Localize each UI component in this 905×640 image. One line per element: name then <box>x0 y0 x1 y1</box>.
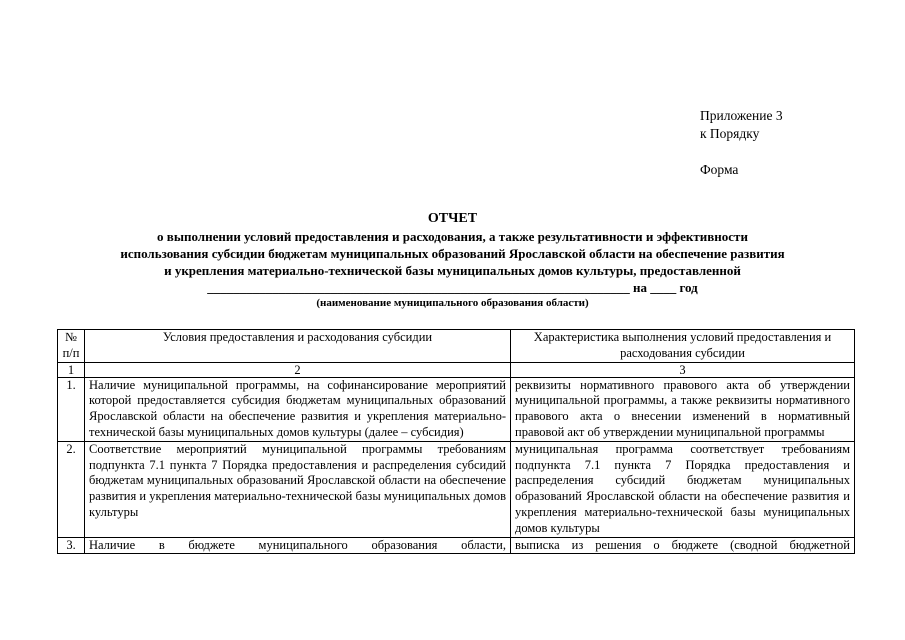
index-cell-3: 3 <box>511 362 855 377</box>
table-row <box>58 441 855 537</box>
form-label: Форма <box>700 162 739 177</box>
report-title-line-1: о выполнении условий предоставления и расходования, а также результативности и эффективности <box>157 229 748 244</box>
table-header-row <box>58 330 855 363</box>
municipality-name-caption: (наименование муниципального образования области) <box>316 297 589 309</box>
report-heading: ОТЧЕТ <box>427 211 478 226</box>
report-title-block <box>40 210 865 310</box>
row-condition: Наличие в бюджете муниципального образования области, <box>89 537 506 552</box>
table-index-row <box>58 362 855 377</box>
row-characteristic: выписка из решения о бюджете (сводной бюджетной <box>515 537 850 552</box>
row-condition-cell <box>85 537 511 554</box>
row-condition: Наличие муниципальной программы, на софинансирование мероприятий которой предоставляется субсидия бюджетам муниципальных образований Ярославской области на обеспечение развития и укрепления материально-технической базы муниципальных домов культуры (далее – субсидия) <box>85 377 511 441</box>
appendix-number: Приложение 3 <box>700 108 783 123</box>
table-row <box>58 537 855 554</box>
index-cell-2: 2 <box>85 362 511 377</box>
report-title-line-3: и укрепления материально-технической базы муниципальных домов культуры, предоставленной <box>164 263 741 278</box>
report-title-line-2: использования субсидии бюджетам муниципальных образований Ярославской области на обеспечение развития <box>120 246 785 261</box>
row-number: 3. <box>58 537 85 554</box>
report-table <box>57 329 855 554</box>
appendix-block <box>700 107 783 179</box>
row-condition: Соответствие мероприятий муниципальной программы требованиям подпункта 7.1 пункта 7 Порядка предоставления и распределения субсидий бюджетам муниципальных образований Ярославской области на обеспечение развития и укрепления материально-технической базы муниципальных домов культуры <box>85 441 511 537</box>
row-characteristic: муниципальная программа соответствует требованиям подпункта 7.1 пункта 7 Порядка предоставления и распределения субсидий бюджетам муниципальных образований Ярославской области на обеспечение развития и укрепления материально-технической базы муниципальных домов культуры <box>511 441 855 537</box>
row-characteristic: реквизиты нормативного правового акта об утверждении муниципальной программы, а также реквизиты нормативного правового акта о внесении изменений в нормативный правовой акт об утверждении муниципальной программы <box>511 377 855 441</box>
header-characteristic: Характеристика выполнения условий предоставления и расходования субсидии <box>511 330 855 363</box>
header-number: № п/п <box>58 330 85 363</box>
row-characteristic-cell <box>511 537 855 554</box>
appendix-reference: к Порядку <box>700 126 760 141</box>
row-number: 1. <box>58 377 85 441</box>
report-title-blank-line: _________________________________________________________________ на ____ год <box>207 280 698 295</box>
table-row <box>58 377 855 441</box>
index-cell-1: 1 <box>58 362 85 377</box>
header-conditions: Условия предоставления и расходования субсидии <box>85 330 511 363</box>
row-number: 2. <box>58 441 85 537</box>
